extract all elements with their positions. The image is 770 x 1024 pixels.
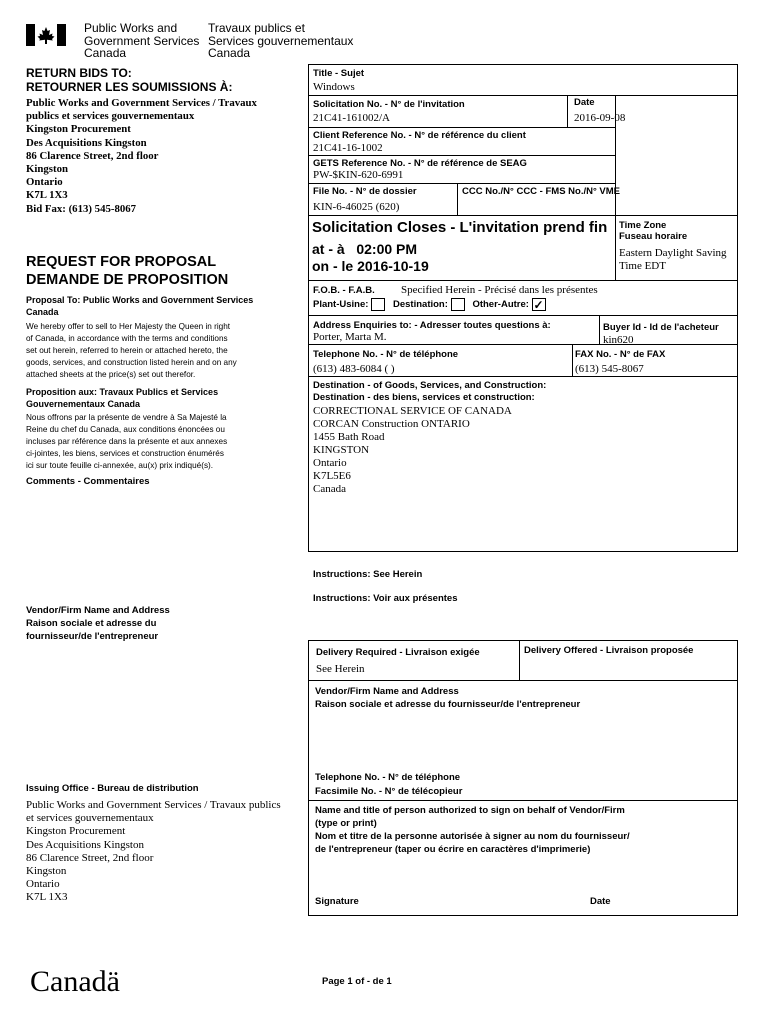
proposition-heading: Proposition aux: Travaux Publics et Services Gouvernementaux Canada [26, 387, 219, 409]
solicitation-value: 21C41-161002/A [313, 112, 390, 124]
delivery-required-label: Delivery Required - Livraison exigée [316, 647, 480, 658]
fob-options: Plant-Usine: Destination: Other-Autre: ✓ [313, 298, 544, 312]
return-bids-heading: RETURN BIDS TO: RETOURNER LES SOUMISSIONS À: [26, 66, 233, 94]
solicitation-label: Solicitation No. - N° de l'invitation [313, 99, 465, 110]
buyer-id-value: kin620 [603, 334, 634, 346]
instructions-en: Instructions: See Herein [313, 569, 423, 580]
page-number: Page 1 of - de 1 [322, 976, 392, 987]
fax-label: FAX No. - N° de FAX [575, 349, 666, 360]
other-checkbox[interactable]: ✓ [533, 298, 544, 312]
fax-value: (613) 545-8067 [575, 363, 644, 375]
vendor-firm-label: Vendor/Firm Name and Address Raison sociale et adresse du fournisseur/de l'entrepreneur [315, 686, 581, 710]
return-bids-address: Public Works and Government Services / Travaux publics et services gouvernementaux Kingston Procurement Des Acquisitions Kingston 86 Clarence Street, 2nd floor Kingston Ontario K7L 1X3 Bid Fax: (613) 545-8067 [26, 97, 257, 215]
destination-checkbox[interactable] [451, 298, 465, 311]
proposal-to-heading: Proposal To: Public Works and Government Services Canada [26, 295, 254, 317]
address-enquiries-value: Porter, Marta M. [313, 331, 387, 343]
date-label: Date [574, 97, 595, 108]
issuing-office-address: Public Works and Government Services / Travaux publics et services gouvernementaux Kingston Procurement Des Acquisitions Kingston 86 Clarence Street, 2nd floor Kingston Ontario K7L 1X3 [26, 799, 281, 904]
authorized-name-label: Name and title of person authorized to sign on behalf of Vendor/Firm (type or print) Nom et titre de la personne autorisée à signer au nom du fournisseur/ de l'entrepreneur (taper ou écrire en caractères d'imprimerie) [315, 805, 630, 855]
telephone-label: Telephone No. - N° de téléphone [313, 349, 459, 360]
issuing-office-label: Issuing Office - Bureau de distribution [26, 783, 199, 794]
destination-label: Destination - of Goods, Services, and Construction: Destination - des biens, services et construction: [313, 380, 547, 403]
org-name-en: Public Works and Government Services Canada [84, 21, 200, 60]
plant-checkbox[interactable] [371, 298, 385, 311]
org-name-fr: Travaux publics et Services gouvernementaux Canada [208, 21, 354, 60]
time-zone-value: Eastern Daylight Saving Time EDT [619, 247, 727, 272]
rfp-title: REQUEST FOR PROPOSAL DEMANDE DE PROPOSITION [26, 254, 229, 288]
fob-label: F.O.B. - F.A.B. [313, 285, 375, 296]
canada-flag-icon [26, 24, 66, 46]
time-zone-label: Time Zone Fuseau horaire [619, 220, 688, 242]
client-ref-label: Client Reference No. - N° de référence du client [313, 130, 526, 141]
gets-ref-label: GETS Reference No. - N° de référence de SEAG [313, 158, 527, 169]
proposition-text: Nous offrons par la présente de vendre à Sa Majesté la Reine du chef du Canada, aux conditions énoncées ou incluses par référence dans la présente et aux annexes ci-jointes, les biens, services et construction énumérés ici sur toute feuille ci-annexée, au(x) prix indiqué(s). [26, 413, 228, 470]
instructions-fr: Instructions: Voir aux présentes [313, 593, 458, 604]
file-no-value: KIN-6-46025 (620) [313, 201, 400, 213]
destination-address: CORRECTIONAL SERVICE OF CANADA CORCAN Construction ONTARIO 1455 Bath Road KINGSTON Ontario K7L5E6 Canada [313, 405, 512, 495]
comments-label: Comments - Commentaires [26, 476, 150, 487]
ccc-no-label: CCC No./N° CCC - FMS No./N° VME [462, 186, 621, 197]
delivery-required-value: See Herein [316, 663, 365, 675]
vendor-phone-fax-label: Telephone No. - N° de téléphone Facsimile No. - N° de télécopieur [315, 772, 463, 797]
gets-ref-value: PW-$KIN-620-6991 [313, 169, 404, 181]
fob-value: Specified Herein - Précisé dans les présentes [401, 284, 598, 296]
delivery-offered-label: Delivery Offered - Livraison proposée [524, 645, 694, 656]
signature-date-label: Date [590, 896, 611, 907]
closes-on: on - le 2016-10-19 [312, 258, 429, 274]
address-enquiries-label: Address Enquiries to: - Adresser toutes questions à: [313, 320, 551, 331]
date-value: 2016-09-08 [574, 112, 626, 124]
vendor-firm-label-left: Vendor/Firm Name and Address Raison sociale et adresse du fournisseur/de l'entrepreneur [26, 605, 170, 642]
canada-wordmark: Canadä [30, 965, 120, 998]
buyer-id-label: Buyer Id - Id de l'acheteur [603, 322, 719, 333]
title-label: Title - Sujet [313, 68, 365, 79]
closes-at: at - à 02:00 PM [312, 241, 418, 257]
signature-label: Signature [315, 896, 359, 907]
proposal-to-text: We hereby offer to sell to Her Majesty the Queen in right of Canada, in accordance with the terms and conditions set out herein, referred to herein or attached hereto, the goods, services, and construction listed herein and on any attached sheets at the price(s) set out therefor. [26, 322, 237, 379]
title-value: Windows [313, 81, 355, 93]
solicitation-closes-title: Solicitation Closes - L'invitation prend fin [312, 219, 608, 236]
telephone-value: (613) 483-6084 ( ) [313, 363, 395, 375]
client-ref-value: 21C41-16-1002 [313, 142, 383, 154]
file-no-label: File No. - N° de dossier [313, 186, 417, 197]
